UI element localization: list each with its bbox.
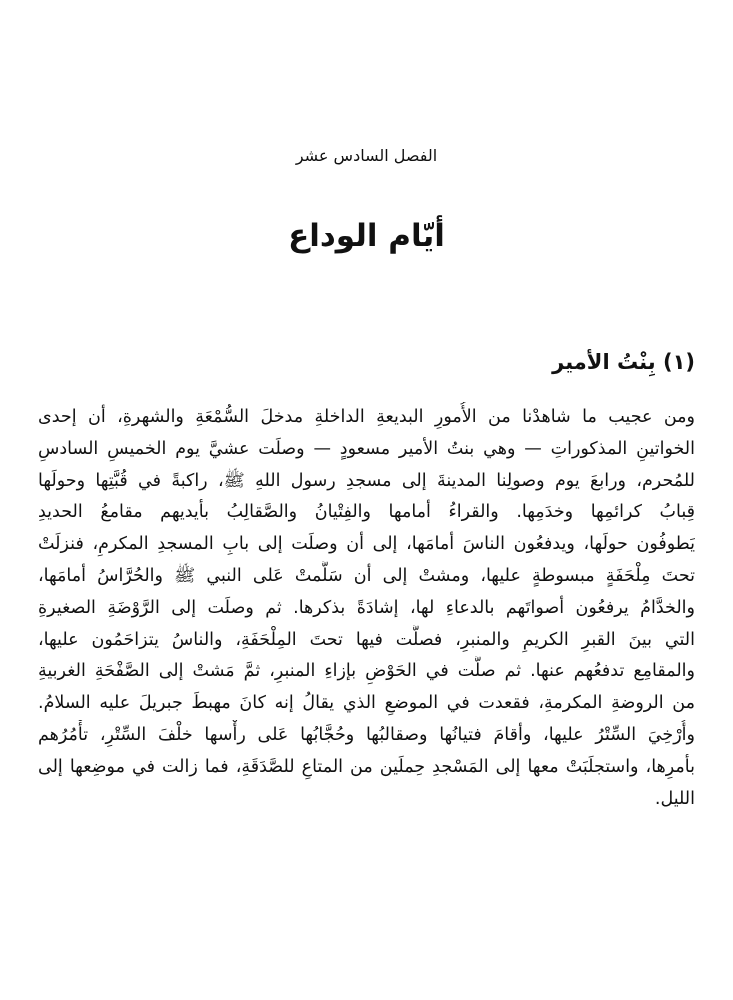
chapter-label: الفصل السادس عشر (295, 146, 438, 165)
paragraph-line: من الروضةِ المكرمةِ، فقعدت في الموضعِ الذي يقالُ إنه كانَ مهبطَ جبريلَ عليه السلامُ. (38, 693, 695, 714)
paragraph-line: الخواتينِ المذكوراتِ — وهي بنتُ الأمير مسعودٍ — وصلَت عشيَّ يوم الخميسِ السادسِ (38, 438, 695, 459)
paragraph-line: وأُرْخِيَ السِّتْرُ عليها، وأقامَ فتيانُها وصقالبُها وحُجَّابُها عَلى رأْسها خلْفَ السِّتْرِ، تأْمُرُهم (38, 724, 695, 745)
paragraph-line: ومن عجيب ما شاهدْنا من الأُمورِ البديعةِ الداخلةِ مدخلَ السُّمْعَةِ والشهرةِ، أن إحدى (38, 407, 695, 427)
body-paragraph (38, 402, 695, 815)
paragraph-line: والخدَّامُ يرفعُون أصواتَهم بالدعاءِ لها، إشادَةً بذكرها. ثم وصلَت إلى الرَّوْضَةِ الصغيرةِ (38, 597, 695, 618)
paragraph-line: الليل. (654, 788, 695, 809)
chapter-title: أيّام الوداع (288, 218, 445, 254)
paragraph-line: يَطوفُون حولَها، ويدفعُون الناسَ أمامَها، إلى أن وصلَت إلى بابِ المسجدِ المكرمِ، فنزلَتْ (38, 534, 695, 555)
paragraph-line: قِبابُ كرائمِها وخدَمِها. والقراءُ أمامها والفِتْيانُ والصَّقالِبُ بأيديهم مقامعُ الحديدِ (38, 502, 695, 523)
paragraph-line: تحتَ مِلْحَفَةٍ مبسوطةٍ عليها، ومشتْ إلى أن سَلَّمتْ عَلى النبي ﷺ والحُرَّاسُ أمامَها، (38, 565, 695, 586)
paragraph-line: والمقامِع تدفعُهم عنها. ثم صلَّت في الحَوْضِ بإزاءِ المنبرِ، ثمَّ مَشتْ إلى الصَّفْحَةِ الغربيةِ (38, 661, 695, 682)
paragraph-line: للمُحرم، ورابعَ يوم وصولِنا المدينةَ إلى مسجدِ رسول اللهِ ﷺ، راكبةً في قُبَّتِها وحولَها (38, 470, 695, 491)
paragraph-line: بأمرِها، واستجلَبَتْ معها إلى المَسْجدِ حِملَين من المتاعِ للصَّدَقَةِ، فما زالت في موضِعها إلى (38, 756, 695, 777)
paragraph-line: التي بينَ القبرِ الكريمِ والمنبرِ، فصلَّت فيها تحتَ المِلْحَفَةِ، والناسُ يتزاحَمُون عليها، (38, 629, 695, 650)
section-heading: (١) بِنْتُ الأمير (552, 350, 695, 374)
